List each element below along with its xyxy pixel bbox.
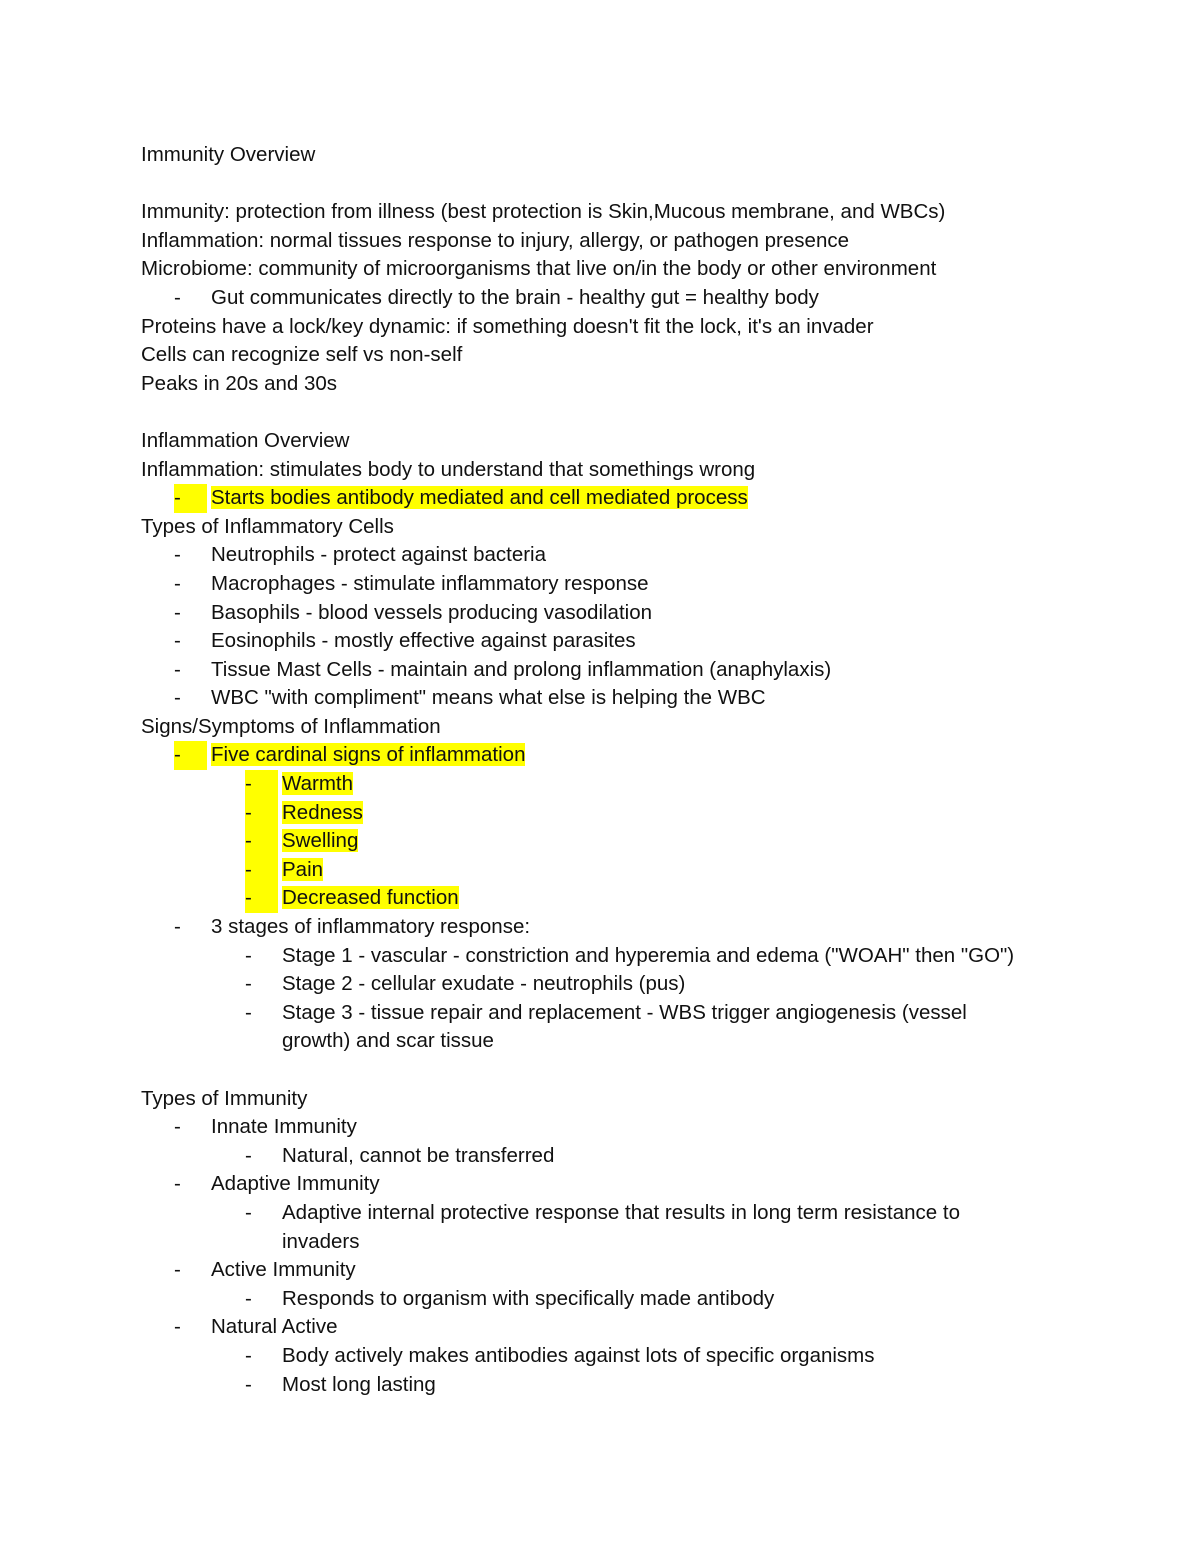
bullet-dash: - [245,943,252,967]
bullet-text: Active Immunity [211,1258,356,1282]
bullet-item [141,656,1071,685]
bullet-dash: - [245,884,278,913]
bullet-dash: - [245,1143,252,1167]
bullet-dash: - [174,657,181,681]
bullet-text: Adaptive Immunity [211,1172,380,1196]
bullet-item [141,684,1071,713]
bullet-dash: - [174,1115,181,1139]
bullet-text: Macrophages - stimulate inflammatory response [211,571,649,595]
blank-line [141,170,1071,199]
bullet-item [141,541,1071,570]
bullet-text: Gut communicates directly to the brain - healthy gut = healthy body [211,285,819,309]
bullet-text: Natural, cannot be transferred [282,1143,555,1167]
sub-bullet-item [141,1199,1002,1256]
bullet-dash: - [174,686,181,710]
bullet-dash: - [174,571,181,595]
bullet-text: Tissue Mast Cells - maintain and prolong inflammation (anaphylaxis) [211,657,832,681]
bullet-text: Most long lasting [282,1372,436,1396]
bullet-dash: - [174,629,181,653]
bullet-item [141,570,1071,599]
bullet-text: Eosinophils - mostly effective against parasites [211,629,636,653]
blank-line [141,1056,1071,1085]
bullet-dash: - [245,972,252,996]
bullet-item [141,284,1071,313]
paragraph: Inflammation: stimulates body to understand that somethings wrong [141,457,756,481]
sub-bullet-item [141,1342,1071,1371]
bullet-dash: - [245,1286,252,1310]
bullet-dash: - [174,1258,181,1282]
bullet-item [141,599,1071,628]
bullet-text: Stage 1 - vascular - constriction and hyperemia and edema ("WOAH" then "GO") [282,943,1015,967]
bullet-dash: - [174,741,207,770]
highlighted-bullet-item [141,484,1071,513]
highlighted-sub-bullet-item [141,827,1071,856]
bullet-dash: - [174,484,207,513]
highlighted-sub-bullet-item [141,856,1071,885]
bullet-text: Swelling [282,829,359,853]
sub-bullet-item [141,1371,1071,1400]
paragraph: Cells can recognize self vs non-self [141,343,463,367]
subheading-types-of-inflammatory-cells: Types of Inflammatory Cells [141,514,394,538]
sub-bullet-item [141,999,1002,1056]
heading-types-of-immunity: Types of Immunity [141,1086,308,1110]
bullet-text: Basophils - blood vessels producing vasodilation [211,600,653,624]
bullet-text: Neutrophils - protect against bacteria [211,543,547,567]
highlighted-sub-bullet-item [141,884,1071,913]
heading-inflammation-overview: Inflammation Overview [141,428,350,452]
subheading-signs-symptoms: Signs/Symptoms of Inflammation [141,714,441,738]
bullet-item [141,913,1071,942]
bullet-item [141,1313,1071,1342]
sub-bullet-item [141,1285,1071,1314]
bullet-item [141,1113,1071,1142]
bullet-dash: - [245,1000,252,1024]
paragraph: Inflammation: normal tissues response to injury, allergy, or pathogen presence [141,228,849,252]
bullet-text: Redness [282,800,363,824]
bullet-dash: - [245,827,278,856]
bullet-text: Pain [282,857,324,881]
bullet-dash: - [174,1172,181,1196]
bullet-item [141,627,1071,656]
bullet-text: Natural Active [211,1315,338,1339]
bullet-item [141,1256,1071,1285]
highlighted-bullet-item [141,741,1071,770]
bullet-dash: - [245,799,278,828]
paragraph: Peaks in 20s and 30s [141,371,338,395]
bullet-text: Responds to organism with specifically made antibody [282,1286,775,1310]
bullet-text: Five cardinal signs of inflammation [211,743,526,767]
bullet-dash: - [174,543,181,567]
sub-bullet-item [141,970,1071,999]
heading-immunity-overview: Immunity Overview [141,143,316,166]
paragraph: Immunity: protection from illness (best protection is Skin,Mucous membrane, and WBCs) [141,200,946,224]
bullet-dash: - [245,856,278,885]
bullet-text: Stage 3 - tissue repair and replacement - WBS trigger angiogenesis (vessel growth) and scar tissue [282,1000,967,1053]
bullet-text: Body actively makes antibodies against lots of specific organisms [282,1343,875,1367]
highlighted-sub-bullet-item [141,770,1071,799]
sub-bullet-item [141,1142,1071,1171]
bullet-dash: - [174,600,181,624]
document-body [141,141,1071,1399]
bullet-dash: - [245,1343,252,1367]
bullet-text: 3 stages of inflammatory response: [211,915,531,939]
paragraph: Microbiome: community of microorganisms that live on/in the body or other environment [141,257,937,281]
blank-line [141,398,1071,427]
bullet-dash: - [245,1372,252,1396]
bullet-dash: - [174,915,181,939]
bullet-text: Starts bodies antibody mediated and cell mediated process [211,486,748,510]
bullet-dash: - [174,1315,181,1339]
bullet-text: Warmth [282,772,353,796]
bullet-dash: - [174,285,181,309]
bullet-item [141,1170,1071,1199]
bullet-text: Decreased function [282,886,459,910]
bullet-text: Innate Immunity [211,1115,357,1139]
paragraph: Proteins have a lock/key dynamic: if something doesn't fit the lock, it's an invader [141,314,874,338]
sub-bullet-item [141,942,1071,971]
bullet-text: WBC "with compliment" means what else is helping the WBC [211,686,766,710]
highlighted-sub-bullet-item [141,799,1071,828]
bullet-dash: - [245,770,278,799]
bullet-text: Stage 2 - cellular exudate - neutrophils (pus) [282,972,686,996]
bullet-dash: - [245,1200,252,1224]
bullet-text: Adaptive internal protective response that results in long term resistance to invaders [282,1200,960,1253]
